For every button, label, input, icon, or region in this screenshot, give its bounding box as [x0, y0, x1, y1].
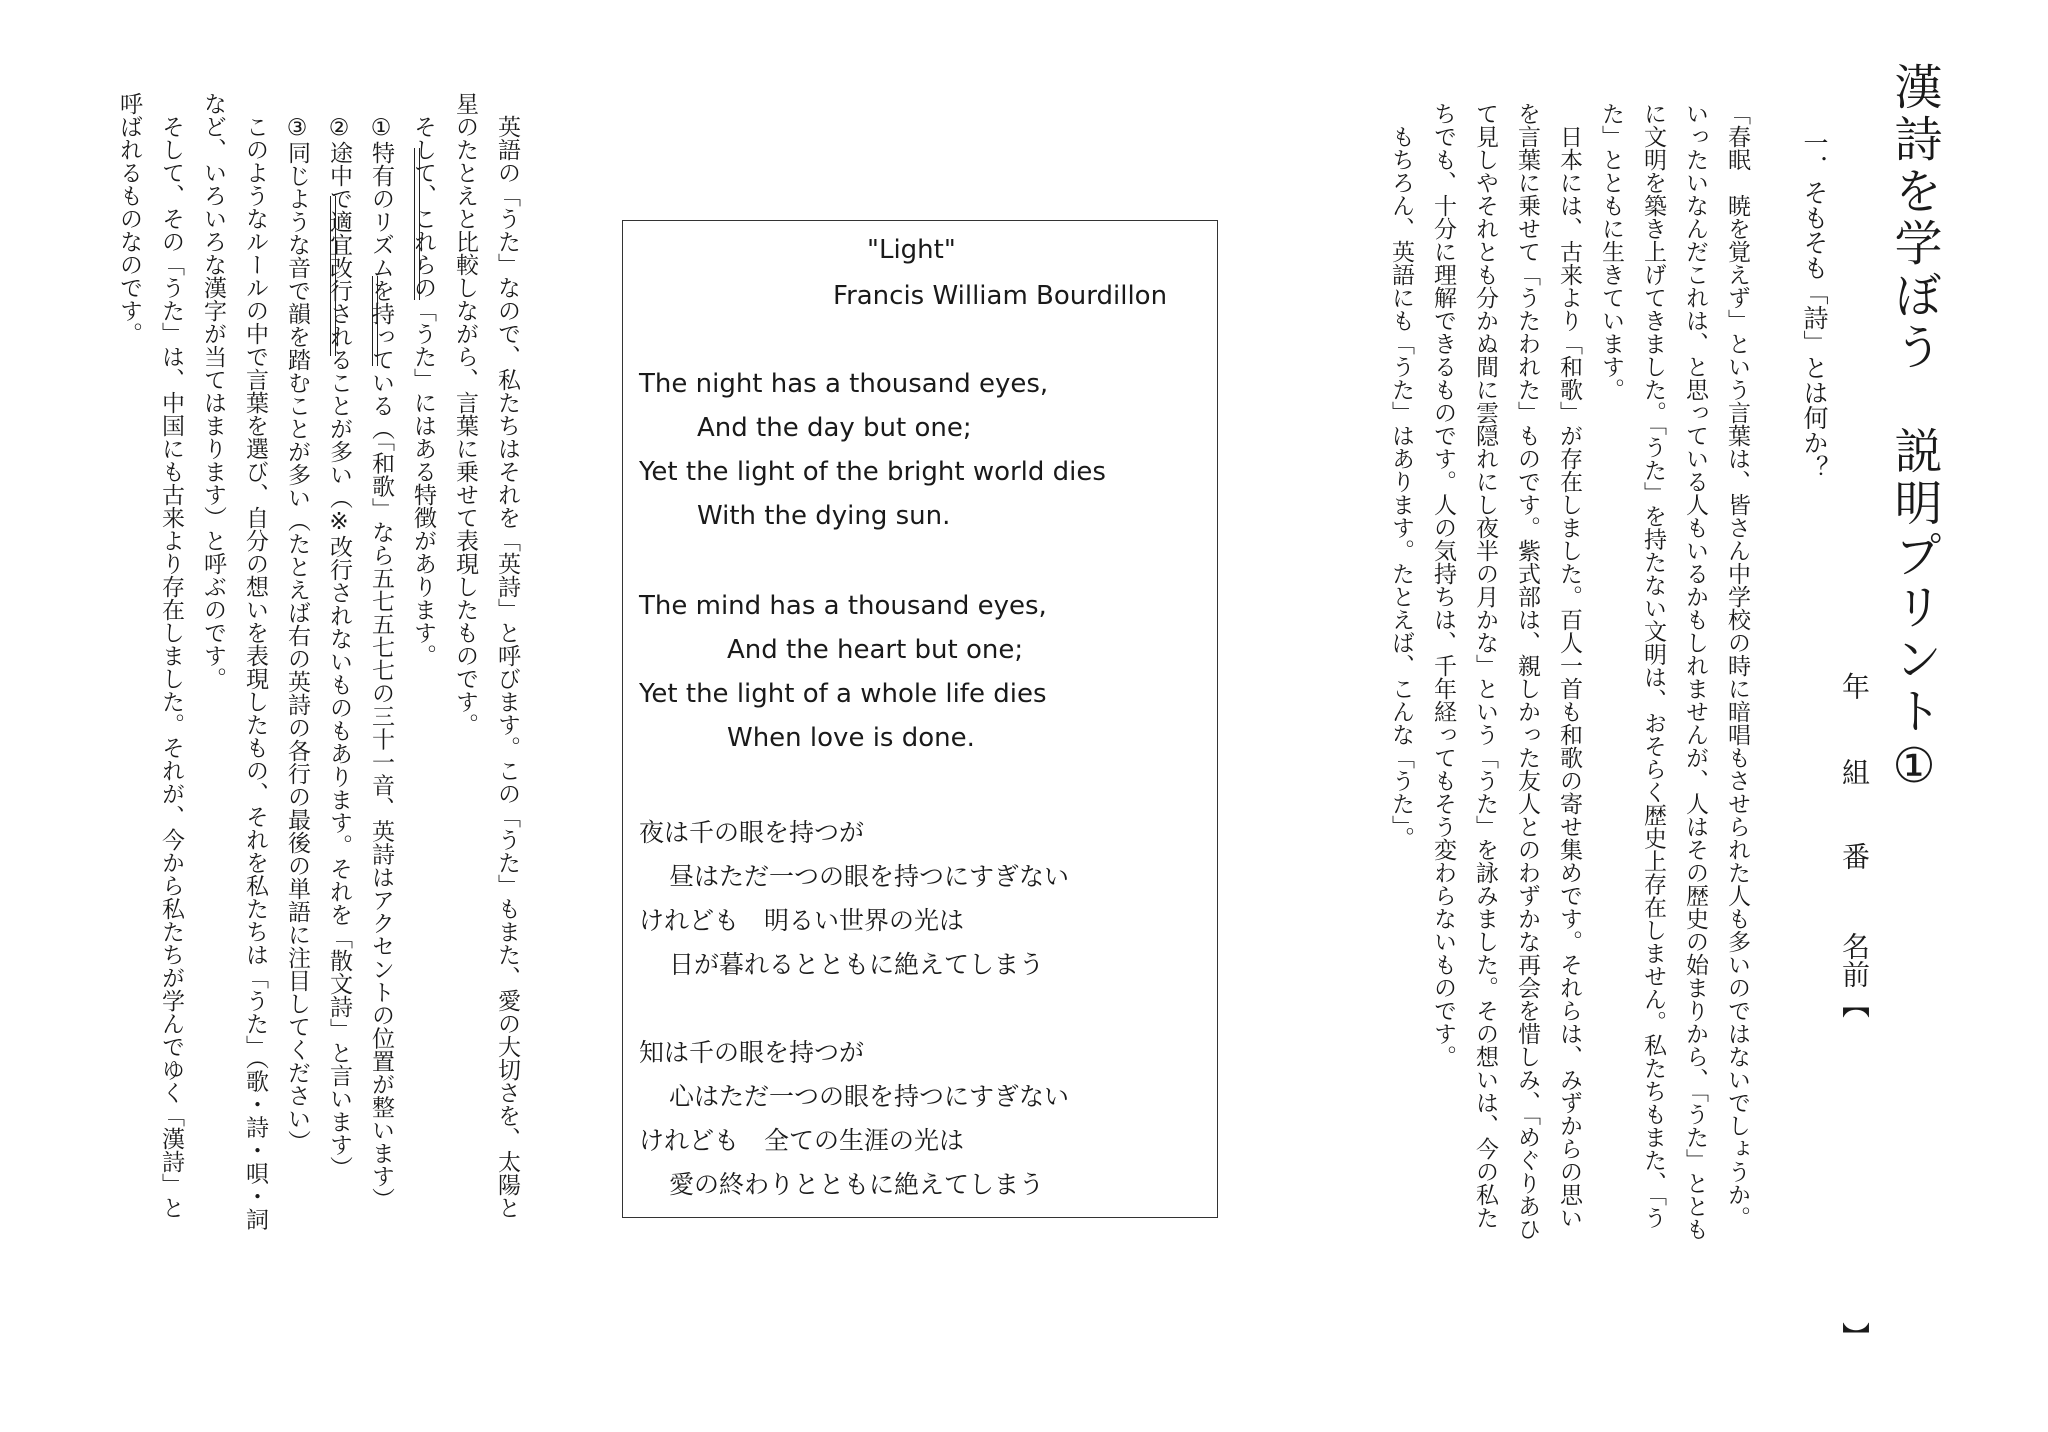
poem-line-en: And the heart but one; — [727, 635, 1024, 665]
intro-line: を言葉に乗せて「うたわれた」ものです。紫式部は、親しかった友人とのわずかな再会を惜しみ、「めぐりあひ — [1514, 102, 1540, 1241]
intro-line: て見しやそれとも分かぬ間に雲隠れにし夜半の月かな」という「うた」を詠みました。その想いは、今の私た — [1472, 102, 1498, 1229]
emphasis-underline-3 — [330, 196, 336, 356]
poem-line-en: Yet the light of the bright world dies — [639, 457, 1106, 487]
poem-line-en: With the dying sun. — [697, 501, 951, 531]
poem-line-jp: 夜は千の眼を持つが — [639, 818, 865, 847]
explanation-body-text — [108, 92, 528, 1412]
explanation-line: など、いろいろな漢字が当てはまります）と呼ぶのです。 — [200, 92, 226, 690]
explanation-line: 英語の「うた」なので、私たちはそれを「英詩」と呼びます。この「うた」もまた、愛の大切さを、太陽と — [494, 92, 520, 1219]
poem-line-en: And the day but one; — [697, 413, 972, 443]
explanation-line: ②途中で適宜改行されることが多い（※改行されないものもあります。それを「散文詩」と言います） — [326, 92, 352, 1179]
explanation-line: 呼ばれるものなのです。 — [116, 92, 142, 345]
poem-line-en: The night has a thousand eyes, — [639, 369, 1049, 399]
intro-line: に文明を築き上げてきました。「うた」を持たない文明は、おそらく歴史上存在しません。私たちもまた、「う — [1640, 102, 1666, 1229]
poem-line-jp: 知は千の眼を持つが — [639, 1038, 865, 1067]
class-label: 組 — [1838, 758, 1871, 786]
explanation-line: このようなルールの中で言葉を選び、自分の想いを表現したもの、それを私たちは「うた」（歌・詩・唄・詞 — [242, 92, 268, 1231]
poem-line-jp: 愛の終わりとともに絶えてしまう — [669, 1170, 1045, 1199]
intro-line: もちろん、英語にも「うた」はあります。たとえば、こんな「うた」。 — [1388, 102, 1414, 850]
page-title: 漢詩を学ぼう 説明プリント① — [1886, 62, 1942, 798]
emphasis-underline-2 — [372, 276, 378, 366]
intro-line: 日本には、古来より「和歌」が存在しました。百人一首も和歌の寄せ集めです。それらは、みずからの思い — [1556, 102, 1582, 1229]
explanation-line: ①特有のリズムを持っている（「和歌」なら五七五七七の三十一音、英詩はアクセントの位置が整います） — [368, 92, 394, 1211]
explanation-line: そして、これらの「うた」にはある特徴があります。 — [410, 92, 436, 667]
bracket-open: 【 — [1838, 990, 1871, 1018]
explanation-line: 星のたとえと比較しながら、言葉に乗せて表現したものです。 — [452, 92, 478, 736]
intro-line: た」とともに生きています。 — [1598, 102, 1624, 401]
section-heading: 一．そもそも「詩」とは何か？ — [1800, 130, 1829, 480]
poem-author: Francis William Bourdillon — [833, 281, 1168, 311]
poem-box — [622, 220, 1218, 1218]
explanation-line: そして、その「うた」は、中国にも古来より存在しました。それが、今から私たちが学んでゆく「漢詩」と — [158, 92, 184, 1219]
number-label: 番 — [1838, 842, 1871, 870]
intro-line: 「春眠 暁を覚えず」という言葉は、皆さん中学校の時に暗唱もさせられた人も多いのではないでしょうか。 — [1724, 102, 1750, 1229]
emphasis-underline-1 — [414, 148, 420, 300]
poem-line-jp: けれども 全ての生涯の光は — [639, 1126, 965, 1155]
poem-line-jp: 昼はただ一つの眼を持つにすぎない — [669, 862, 1070, 891]
poem-title: "Light" — [867, 235, 956, 265]
bracket-close: 】 — [1838, 1322, 1871, 1350]
intro-line: いったいなんだこれは、と思っている人もいるかもしれませんが、人はその歴史の始まりから、「うた」ととも — [1682, 102, 1708, 1241]
student-info-fields — [1834, 672, 1874, 1372]
year-label: 年 — [1838, 672, 1871, 700]
intro-line: ちでも、十分に理解できるものです。人の気持ちは、千年経ってもそう変わらないものです。 — [1430, 102, 1456, 1068]
poem-line-en: When love is done. — [727, 723, 975, 753]
poem-line-jp: 日が暮れるとともに絶えてしまう — [669, 950, 1045, 979]
explanation-line: ③同じような音で韻を踏むことが多い（たとえば右の英詩の各行の最後の単語に注目してください） — [284, 92, 310, 1153]
poem-line-jp: 心はただ一つの眼を持つにすぎない — [669, 1082, 1070, 1111]
poem-line-jp: けれども 明るい世界の光は — [639, 906, 965, 935]
poem-line-en: The mind has a thousand eyes, — [639, 591, 1047, 621]
name-label: 名前 — [1838, 932, 1871, 988]
poem-line-en: Yet the light of a whole life dies — [639, 679, 1047, 709]
intro-body-text — [1380, 102, 1758, 1402]
